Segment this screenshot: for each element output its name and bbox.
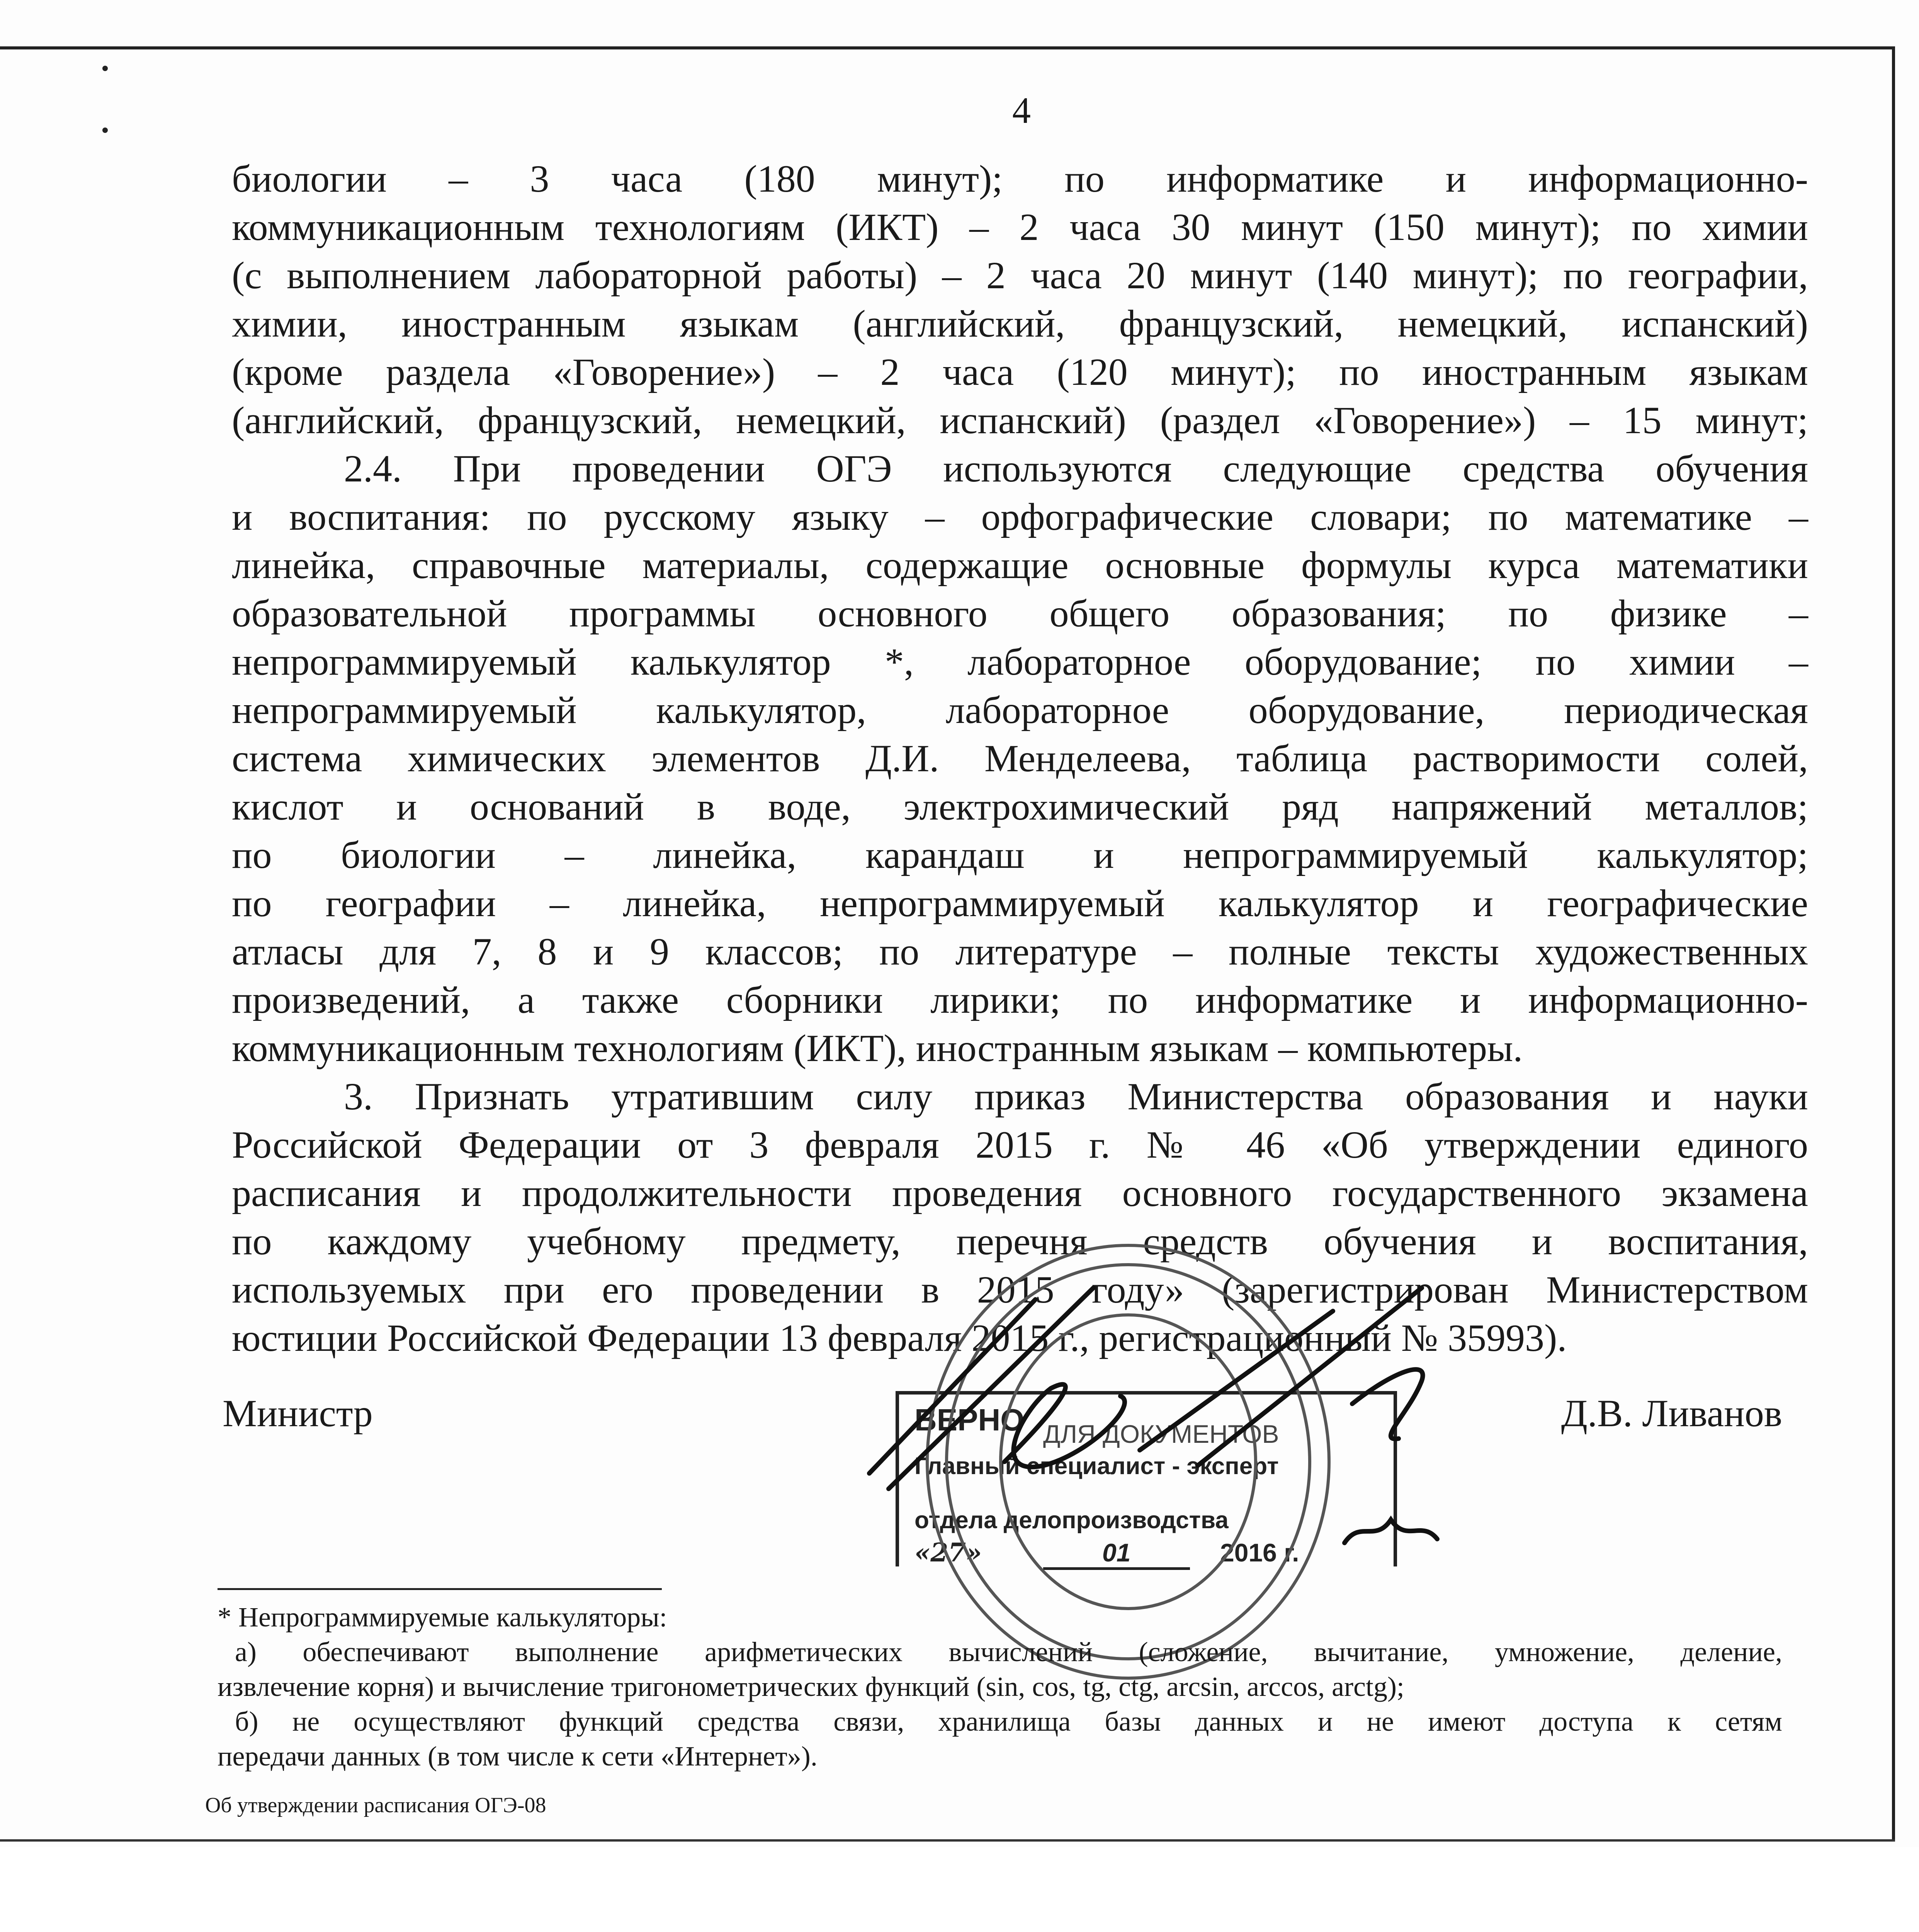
text-line: юстиции Российской Федерации 13 февраля 2015 г., регистрационный № 35993). (232, 1316, 1567, 1359)
text-line: образовательной программы основного общего образования; по физике – (232, 592, 1808, 635)
text-line: используемых при его проведении в 2015 году» (зарегистрирован Министерством (232, 1268, 1808, 1311)
text-line: непрограммируемый калькулятор, лабораторное оборудование, периодическая (232, 689, 1808, 731)
stamp-date-month: 01 (1043, 1538, 1190, 1570)
signatory-name: Д.В. Ливанов (1561, 1392, 1782, 1435)
footnote-line: * Непрограммируемые калькуляторы: (218, 1602, 667, 1633)
text-line: произведений, а также сборники лирики; по информатике и информационно- (232, 978, 1808, 1021)
footnote-line: а) обеспечивают выполнение арифметических вычислений (сложение, вычитание, умножение, деление, (235, 1636, 1782, 1667)
text-line: атласы для 7, 8 и 9 классов; по литературе – полные тексты художественных (232, 930, 1808, 973)
stamp-line: Главный специалист - эксперт (914, 1453, 1279, 1480)
stamp-date-day: «27» (914, 1537, 982, 1568)
footnote-line: б) не осуществляют функций средства связи, хранилища базы данных и не имеют доступа к сетям (235, 1706, 1782, 1737)
text-line: химии, иностранным языкам (английский, французский, немецкий, испанский) (232, 302, 1808, 345)
page-number: 4 (1012, 90, 1031, 131)
text-line: линейка, справочные материалы, содержащие основные формулы курса математики (232, 544, 1808, 587)
stamp-title: ВЕРНО (914, 1403, 1025, 1437)
text-line: (кроме раздела «Говорение») – 2 часа (120 минут); по иностранным языкам (232, 350, 1808, 393)
stamp-line: отдела делопроизводства (914, 1507, 1229, 1534)
text-line: коммуникационным технологиям (ИКТ) – 2 часа 30 минут (150 минут); по химии (232, 206, 1808, 248)
text-line: коммуникационным технологиям (ИКТ), иностранным языкам – компьютеры. (232, 1027, 1523, 1070)
text-line: Российской Федерации от 3 февраля 2015 г. № 46 «Об утверждении единого (232, 1123, 1808, 1166)
stamp-date-year: 2016 г. (1220, 1538, 1299, 1567)
footnote-separator (218, 1588, 662, 1590)
text-line: и воспитания: по русскому языку – орфографические словари; по математике – (232, 495, 1808, 538)
text-line: по каждому учебному предмету, перечня средств обучения и воспитания, (232, 1220, 1808, 1263)
footnote (218, 1600, 1782, 1774)
text-line: расписания и продолжительности проведения основного государственного экзамена (232, 1172, 1808, 1214)
seal-center-text: ДЛЯ ДОКУМЕНТОВ (1043, 1420, 1279, 1448)
text-line: 3. Признать утратившим силу приказ Министерства образования и науки (344, 1075, 1808, 1118)
text-line: по географии – линейка, непрограммируемый калькулятор и географические (232, 882, 1808, 925)
document-footer: Об утверждении расписания ОГЭ-08 (205, 1793, 546, 1817)
text-line: (с выполнением лабораторной работы) – 2 часа 20 минут (140 минут); по географии, (232, 254, 1808, 297)
text-line: (английский, французский, немецкий, испанский) (раздел «Говорение») – 15 минут; (232, 399, 1808, 442)
text-line: кислот и оснований в воде, электрохимический ряд напряжений металлов; (232, 785, 1808, 828)
footnote-line: передачи данных (в том числе к сети «Интернет»). (218, 1741, 818, 1772)
text-line: 2.4. При проведении ОГЭ используются следующие средства обучения (344, 447, 1808, 490)
text-line: биологии – 3 часа (180 минут); по информатике и информационно- (232, 157, 1808, 200)
text-line: непрограммируемый калькулятор *, лабораторное оборудование; по химии – (232, 640, 1808, 683)
handwritten-signature-icon (869, 1288, 1437, 1543)
signatory-position: Министр (223, 1392, 373, 1435)
footnote-line: извлечение корня) и вычисление тригонометрических функций (sin, cos, tg, ctg, arcsin, arccos, arctg); (218, 1671, 1404, 1702)
text-line: по биологии – линейка, карандаш и непрограммируемый калькулятор; (232, 833, 1808, 876)
text-line: система химических элементов Д.И. Менделеева, таблица растворимости солей, (232, 737, 1808, 780)
